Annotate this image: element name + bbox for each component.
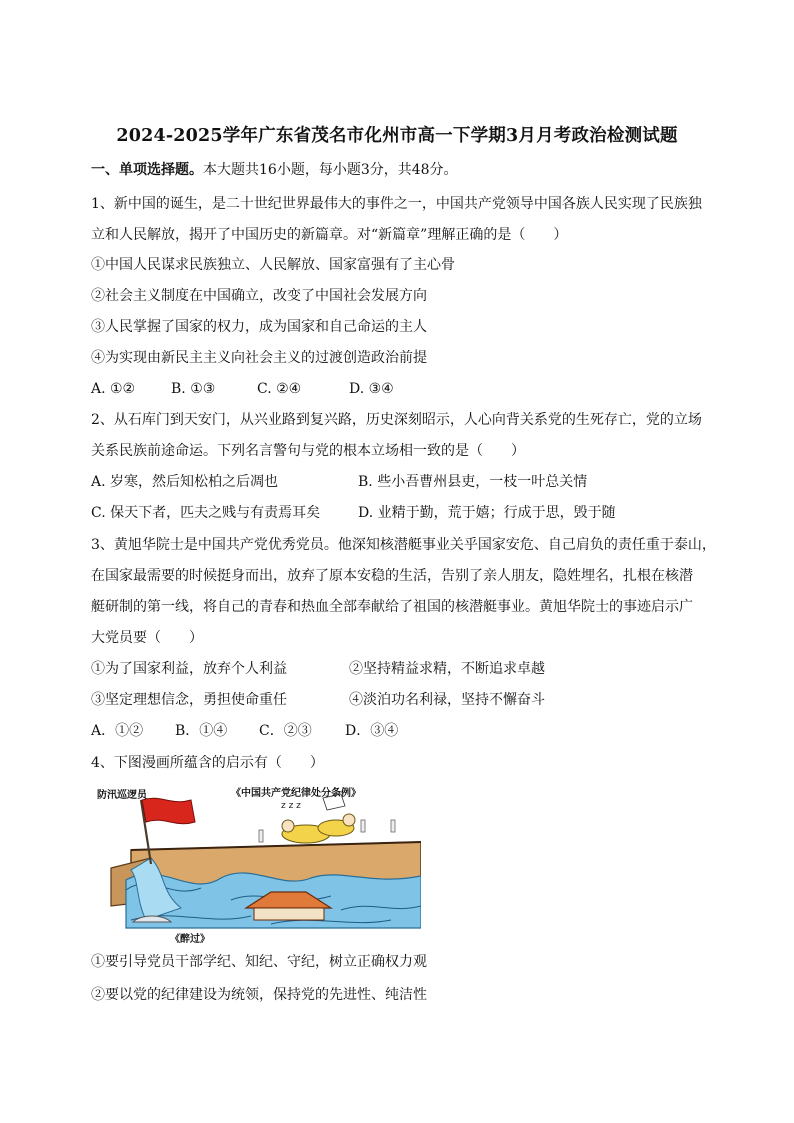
cartoon-label-book: 《中国共产党纪律处分条例》 xyxy=(231,788,361,799)
cartoon-illustration xyxy=(91,780,421,940)
q2-stem-line-2: 关系民族前途命运。下列名言警句与党的根本立场相一致的是（ ） xyxy=(91,443,525,459)
q1-option-b: B. ①③ xyxy=(171,381,216,397)
q3-option-b: B．①④ xyxy=(175,723,228,739)
q1-statement-2: ②社会主义制度在中国确立，改变了中国社会发展方向 xyxy=(91,288,427,304)
q2-option-d: D. 业精于勤，荒于嬉；行成于思，毁于随 xyxy=(358,505,616,521)
q4-statement-2: ②要以党的纪律建设为统领，保持党的先进性、纯洁性 xyxy=(91,987,427,1003)
section-heading-desc: 本大题共16小题，每小题3分，共48分。 xyxy=(203,162,458,178)
q1-stem-line-1: 1、新中国的诞生，是二十世纪世界最伟大的事件之一，中国共产党领导中国各族人民实现了民族独 xyxy=(91,196,702,212)
flood-cartoon-graphic xyxy=(91,780,421,940)
q2-stem-line-1: 2、从石库门到天安门，从兴业路到复兴路，历史深刻昭示，人心向背关系党的生死存亡，党的立场 xyxy=(91,412,702,428)
q2-option-c: C. 保天下者，匹夫之贱与有责焉耳矣 xyxy=(91,505,321,521)
q1-statement-4: ④为实现由新民主主义向社会主义的过渡创造政治前提 xyxy=(91,350,427,366)
q3-option-c: C．②③ xyxy=(259,723,312,739)
q3-statement-4: ④淡泊功名利禄，坚持不懈奋斗 xyxy=(349,692,545,708)
q3-stem-line-1: 3、黄旭华院士是中国共产党优秀党员。他深知核潜艇事业关乎国家安危、自己肩负的责任重于泰山， xyxy=(91,537,716,553)
q1-stem-line-2: 立和人民解放，揭开了中国历史的新篇章。对“新篇章”理解正确的是（ ） xyxy=(91,227,568,243)
q3-statement-3: ③坚定理想信念，勇担使命重任 xyxy=(91,692,287,708)
q3-stem-line-3: 艇研制的第一线，将自己的青春和热血全部奉献给了祖国的核潜艇事业。黄旭华院士的事迹启示广 xyxy=(91,599,693,615)
section-heading xyxy=(91,160,458,180)
patrol-flag xyxy=(142,798,195,823)
q1-option-d: D. ③④ xyxy=(349,381,394,397)
q1-option-a: A. ①② xyxy=(91,381,136,397)
cartoon-caption: 《醉过》 xyxy=(170,934,210,945)
svg-text:z z z: z z z xyxy=(281,801,301,811)
q1-option-c: C. ②④ xyxy=(257,381,302,397)
section-heading-label: 一、单项选择题。 xyxy=(91,162,203,178)
q3-option-d: D．③④ xyxy=(345,723,399,739)
q1-statement-1: ①中国人民谋求民族独立、人民解放、国家富强有了主心骨 xyxy=(91,257,455,273)
q4-stem: 4、下图漫画所蕴含的启示有（ ） xyxy=(91,755,324,771)
q3-option-a: A．①② xyxy=(91,723,144,739)
q3-statement-2: ②坚持精益求精，不断追求卓越 xyxy=(349,661,545,677)
q4-statement-1: ①要引导党员干部学纪、知纪、守纪，树立正确权力观 xyxy=(91,954,427,970)
cartoon-label-patrol: 防汛巡逻员 xyxy=(97,790,147,801)
q3-statement-1: ①为了国家利益，放弃个人利益 xyxy=(91,661,287,677)
q2-option-b: B. 些小吾曹州县吏，一枝一叶总关情 xyxy=(358,474,588,490)
q3-stem-line-4: 大党员要（ ） xyxy=(91,630,203,646)
q3-stem-line-2: 在国家最需要的时候挺身而出，放弃了原本安稳的生活，告别了亲人朋友，隐姓埋名，扎根在核潜 xyxy=(91,568,693,584)
q2-option-a: A. 岁寒，然后知松柏之后凋也 xyxy=(91,474,279,490)
q1-statement-3: ③人民掌握了国家的权力，成为国家和自己命运的主人 xyxy=(91,319,427,335)
page-title: 2024-2025学年广东省茂名市化州市高一下学期3月月考政治检测试题 xyxy=(116,126,678,146)
